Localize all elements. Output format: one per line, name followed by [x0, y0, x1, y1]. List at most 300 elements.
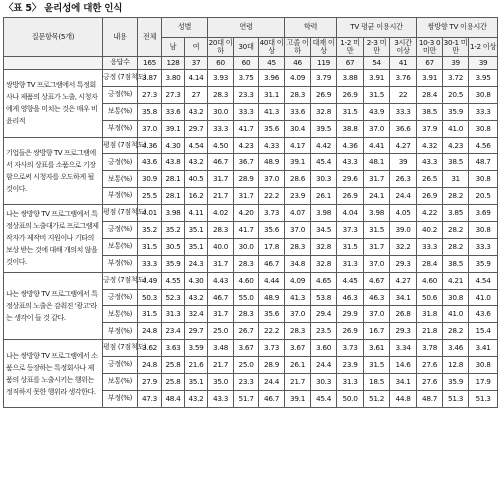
value-cell: 3.73	[259, 340, 285, 357]
value-cell: 31.7	[208, 306, 234, 323]
value-cell: 30.0	[234, 238, 259, 255]
value-cell: 29.7	[185, 323, 208, 340]
respondents-label: 응답수	[103, 57, 138, 70]
value-cell: 40.2	[417, 222, 443, 239]
value-cell: 43.2	[185, 103, 208, 120]
table-title: 〈표 5〉 윤리성에 대한 인식	[4, 3, 123, 14]
respondents-cell: 45	[259, 57, 285, 70]
value-cell: 3.61	[364, 340, 390, 357]
value-cell: 35.2	[138, 222, 162, 239]
value-cell: 34.5	[311, 222, 337, 239]
value-cell: 41.3	[285, 289, 311, 306]
value-cell: 3.48	[208, 340, 234, 357]
value-cell: 48.7	[417, 390, 443, 407]
question-text: 기업들은 쌍방향 TV 프로그램에서 자사의 상표를 소품으로 기장함으로써 시청자를 오도하게 될 것이다.	[4, 137, 103, 205]
value-cell: 20.5	[443, 86, 469, 103]
value-cell: 25.8	[162, 357, 185, 374]
value-cell: 21.7	[208, 357, 234, 374]
value-cell: 26.5	[417, 171, 443, 188]
value-cell: 4.67	[364, 272, 390, 289]
value-cell: 27.6	[417, 357, 443, 374]
value-cell: 48.4	[162, 390, 185, 407]
value-cell: 3.98	[162, 205, 185, 222]
value-cell: 21.7	[285, 374, 311, 391]
value-cell: 4.65	[311, 272, 337, 289]
value-cell: 3.85	[443, 205, 469, 222]
value-cell: 39.5	[311, 120, 337, 137]
value-cell: 33.3	[234, 103, 259, 120]
value-cell: 31.7	[208, 171, 234, 188]
value-cell: 35.6	[259, 306, 285, 323]
value-cell: 4.14	[185, 70, 208, 87]
row-label: 긍정(%)	[103, 154, 138, 171]
value-cell: 45.4	[311, 154, 337, 171]
value-cell: 3.98	[364, 205, 390, 222]
value-cell: 33.3	[208, 120, 234, 137]
respondents-cell: 39	[469, 57, 498, 70]
value-cell: 4.36	[138, 137, 162, 154]
value-cell: 4.30	[162, 137, 185, 154]
value-cell: 22	[390, 86, 417, 103]
value-cell: 15.4	[469, 323, 498, 340]
row-label: 보통(%)	[103, 306, 138, 323]
header-itv-10-30: 10-3 0미만	[417, 37, 443, 57]
value-cell: 28.3	[208, 86, 234, 103]
value-cell: 48.1	[364, 154, 390, 171]
value-cell: 4.01	[138, 205, 162, 222]
value-cell: 3.75	[234, 70, 259, 87]
value-cell: 35.6	[259, 222, 285, 239]
value-cell: 47.3	[138, 390, 162, 407]
value-cell: 25.5	[138, 188, 162, 205]
value-cell: 39	[390, 154, 417, 171]
value-cell: 30.8	[443, 289, 469, 306]
value-cell: 3.67	[234, 340, 259, 357]
question-text: 나는 쌍방향 TV 프로그램에서 특정상표의 노출대가로 프로그램제작자가 제작비 지원이나 기타의 보상 받는 것에 대해 개의치 않을 것이다.	[4, 205, 103, 273]
row-label: 보통(%)	[103, 374, 138, 391]
row-label: 부정(%)	[103, 255, 138, 272]
value-cell: 37.0	[364, 255, 390, 272]
value-cell: 31.5	[364, 86, 390, 103]
value-cell: 46.3	[364, 289, 390, 306]
value-cell: 31.8	[417, 306, 443, 323]
respondents-cell: 46	[285, 57, 311, 70]
value-cell: 4.50	[208, 137, 234, 154]
value-cell: 32.2	[390, 238, 417, 255]
row-label: 긍정(%)	[103, 289, 138, 306]
header-university: 대재 이상	[311, 37, 337, 57]
value-cell: 26.9	[311, 86, 337, 103]
respondents-cell: 119	[311, 57, 337, 70]
value-cell: 31.5	[337, 238, 364, 255]
row-label: 긍정(%)	[103, 357, 138, 374]
value-cell: 39.1	[285, 154, 311, 171]
value-cell: 31.5	[364, 357, 390, 374]
value-cell: 4.11	[185, 205, 208, 222]
value-cell: 32.8	[311, 238, 337, 255]
value-cell: 4.60	[417, 272, 443, 289]
value-cell: 3.60	[311, 340, 337, 357]
respondents-blank	[4, 57, 103, 70]
value-cell: 26.1	[285, 357, 311, 374]
value-cell: 43.6	[469, 306, 498, 323]
value-cell: 14.6	[390, 357, 417, 374]
value-cell: 4.43	[208, 272, 234, 289]
row-label: 보통(%)	[103, 103, 138, 120]
value-cell: 3.34	[390, 340, 417, 357]
value-cell: 22.2	[259, 323, 285, 340]
header-tv-time: TV 평균 이용시간	[337, 18, 417, 38]
value-cell: 41.7	[234, 222, 259, 239]
ethics-perception-table	[3, 17, 498, 408]
value-cell: 4.04	[337, 205, 364, 222]
value-cell: 33.6	[285, 103, 311, 120]
value-cell: 37.0	[364, 306, 390, 323]
table-row	[4, 272, 498, 289]
value-cell: 28.4	[417, 255, 443, 272]
value-cell: 31.3	[337, 374, 364, 391]
value-cell: 4.36	[337, 137, 364, 154]
value-cell: 4.20	[234, 205, 259, 222]
value-cell: 35.6	[259, 120, 285, 137]
value-cell: 46.3	[337, 289, 364, 306]
value-cell: 38.5	[443, 255, 469, 272]
value-cell: 41.0	[469, 289, 498, 306]
row-label: 평점 (7점척도)	[103, 205, 138, 222]
value-cell: 4.41	[364, 137, 390, 154]
value-cell: 35.8	[138, 103, 162, 120]
value-cell: 48.9	[259, 289, 285, 306]
value-cell: 4.23	[234, 137, 259, 154]
value-cell: 28.1	[162, 188, 185, 205]
value-cell: 43.2	[185, 289, 208, 306]
value-cell: 29.4	[311, 306, 337, 323]
value-cell: 29.3	[390, 255, 417, 272]
value-cell: 24.4	[259, 374, 285, 391]
value-cell: 23.9	[285, 188, 311, 205]
value-cell: 3.96	[259, 70, 285, 87]
value-cell: 37.0	[364, 120, 390, 137]
value-cell: 4.02	[208, 205, 234, 222]
header-age-30: 30대	[234, 37, 259, 57]
value-cell: 23.9	[337, 357, 364, 374]
row-label: 긍정(%)	[103, 86, 138, 103]
value-cell: 4.17	[285, 137, 311, 154]
value-cell: 4.54	[185, 137, 208, 154]
value-cell: 35.1	[185, 238, 208, 255]
question-text: 쌍방향 TV 프로그램에서 특정회사나 제품의 상표가 노출, 시청자에게 영향을 미치는 것은 매우 비윤리적	[4, 70, 103, 138]
value-cell: 33.3	[469, 238, 498, 255]
value-cell: 55.0	[234, 289, 259, 306]
value-cell: 27.3	[138, 86, 162, 103]
value-cell: 28.1	[162, 171, 185, 188]
value-cell: 21.7	[208, 188, 234, 205]
value-cell: 28.9	[234, 171, 259, 188]
value-cell: 37.3	[337, 222, 364, 239]
value-cell: 40.0	[208, 238, 234, 255]
row-label: 부정(%)	[103, 390, 138, 407]
row-label: 보통(%)	[103, 238, 138, 255]
value-cell: 30.8	[469, 171, 498, 188]
value-cell: 31.5	[138, 306, 162, 323]
value-cell: 4.27	[390, 272, 417, 289]
value-cell: 37.0	[138, 120, 162, 137]
value-cell: 29.7	[185, 120, 208, 137]
value-cell: 37.0	[285, 306, 311, 323]
value-cell: 3.93	[208, 70, 234, 87]
value-cell: 35.9	[469, 255, 498, 272]
header-age-20: 20대 이하	[208, 37, 233, 55]
row-label: 부정(%)	[103, 323, 138, 340]
value-cell: 3.91	[417, 70, 443, 87]
value-cell: 29.9	[337, 306, 364, 323]
value-cell: 4.42	[311, 137, 337, 154]
value-cell: 46.7	[259, 390, 285, 407]
value-cell: 41.0	[443, 120, 469, 137]
value-cell: 28.3	[234, 306, 259, 323]
value-cell: 46.7	[208, 154, 234, 171]
value-cell: 41.0	[443, 306, 469, 323]
value-cell: 28.3	[285, 238, 311, 255]
value-cell: 3.72	[443, 70, 469, 87]
value-cell: 27	[185, 86, 208, 103]
row-label: 부정(%)	[103, 120, 138, 137]
value-cell: 31.7	[208, 255, 234, 272]
table-row	[4, 340, 498, 357]
value-cell: 25.0	[208, 323, 234, 340]
row-label: 보통(%)	[103, 171, 138, 188]
header-total: 전체	[138, 18, 162, 57]
value-cell: 46.7	[259, 255, 285, 272]
value-cell: 3.79	[311, 70, 337, 87]
value-cell: 43.9	[364, 103, 390, 120]
value-cell: 31.5	[364, 222, 390, 239]
value-cell: 48.9	[259, 154, 285, 171]
value-cell: 26.9	[337, 86, 364, 103]
respondents-cell: 39	[443, 57, 469, 70]
value-cell: 22.2	[259, 188, 285, 205]
value-cell: 18.5	[364, 374, 390, 391]
value-cell: 30.8	[469, 120, 498, 137]
value-cell: 44.8	[390, 390, 417, 407]
value-cell: 33.3	[390, 103, 417, 120]
value-cell: 4.54	[469, 272, 498, 289]
value-cell: 3.80	[162, 70, 185, 87]
value-cell: 37.9	[417, 120, 443, 137]
header-age: 연령	[208, 18, 285, 38]
value-cell: 43.2	[185, 390, 208, 407]
value-cell: 4.22	[417, 205, 443, 222]
value-cell: 4.07	[285, 205, 311, 222]
value-cell: 36.7	[234, 154, 259, 171]
value-cell: 4.49	[138, 272, 162, 289]
value-cell: 31.7	[364, 238, 390, 255]
value-cell: 52.3	[162, 289, 185, 306]
value-cell: 35.1	[185, 222, 208, 239]
value-cell: 43.2	[185, 154, 208, 171]
value-cell: 28.6	[285, 171, 311, 188]
value-cell: 29.3	[390, 323, 417, 340]
value-cell: 33.3	[138, 255, 162, 272]
value-cell: 35.2	[162, 222, 185, 239]
value-cell: 24.4	[311, 357, 337, 374]
value-cell: 4.23	[443, 137, 469, 154]
value-cell: 34.1	[390, 289, 417, 306]
value-cell: 23.4	[162, 323, 185, 340]
value-cell: 4.21	[443, 272, 469, 289]
header-question: 질문항목(5개)	[4, 18, 103, 57]
respondents-cell: 60	[208, 57, 234, 70]
value-cell: 28.3	[208, 222, 234, 239]
header-tv-2-3: 2-3 미만	[364, 37, 390, 57]
value-cell: 31.7	[234, 188, 259, 205]
value-cell: 4.09	[285, 272, 311, 289]
value-cell: 50.6	[417, 289, 443, 306]
value-cell: 28.2	[443, 238, 469, 255]
value-cell: 24.4	[390, 188, 417, 205]
value-cell: 3.67	[285, 340, 311, 357]
value-cell: 48.7	[469, 154, 498, 171]
value-cell: 34.1	[390, 374, 417, 391]
value-cell: 26.9	[337, 188, 364, 205]
value-cell: 4.33	[259, 137, 285, 154]
value-cell: 53.8	[311, 289, 337, 306]
value-cell: 20.5	[469, 188, 498, 205]
value-cell: 32.8	[311, 103, 337, 120]
value-cell: 41.3	[259, 103, 285, 120]
table-row	[4, 137, 498, 154]
value-cell: 21.8	[417, 323, 443, 340]
value-cell: 3.87	[138, 70, 162, 87]
question-text: 나는 쌍방향 TV 프로그램에서 특정상표의 노출은 감춰진 '광고'라는 생각이 들 것 같다.	[4, 272, 103, 340]
value-cell: 23.5	[311, 323, 337, 340]
respondents-cell: 41	[390, 57, 417, 70]
value-cell: 31.3	[337, 255, 364, 272]
value-cell: 25.8	[162, 374, 185, 391]
value-cell: 4.56	[469, 137, 498, 154]
value-cell: 51.7	[234, 390, 259, 407]
value-cell: 3.76	[390, 70, 417, 87]
value-cell: 43.6	[138, 154, 162, 171]
header-age-40: 40대 이상	[259, 37, 284, 55]
header-itv-1-2: 1-2 이상	[469, 37, 498, 57]
value-cell: 30.3	[311, 374, 337, 391]
header-male: 남	[162, 37, 185, 57]
value-cell: 4.55	[162, 272, 185, 289]
value-cell: 31.7	[364, 171, 390, 188]
value-cell: 26.9	[417, 188, 443, 205]
value-cell: 4.05	[390, 205, 417, 222]
value-cell: 17.8	[259, 238, 285, 255]
value-cell: 3.95	[469, 70, 498, 87]
row-label: 평점 (7점척도)	[103, 137, 138, 154]
value-cell: 4.45	[337, 272, 364, 289]
value-cell: 31.1	[259, 86, 285, 103]
header-female: 여	[185, 37, 208, 57]
value-cell: 26.3	[390, 171, 417, 188]
value-cell: 35.0	[208, 374, 234, 391]
value-cell: 4.32	[417, 137, 443, 154]
header-content: 내용	[103, 18, 138, 57]
respondents-cell: 54	[364, 57, 390, 70]
value-cell: 38.5	[417, 103, 443, 120]
value-cell: 37.0	[259, 171, 285, 188]
respondents-cell: 165	[138, 57, 162, 70]
respondents-cell: 67	[337, 57, 364, 70]
value-cell: 26.1	[311, 188, 337, 205]
row-label: 부정(%)	[103, 188, 138, 205]
respondents-cell: 60	[234, 57, 259, 70]
value-cell: 23.3	[234, 374, 259, 391]
value-cell: 30.4	[285, 120, 311, 137]
respondents-cell: 67	[417, 57, 443, 70]
value-cell: 4.60	[234, 272, 259, 289]
value-cell: 21.6	[185, 357, 208, 374]
value-cell: 34.8	[285, 255, 311, 272]
value-cell: 3.62	[138, 340, 162, 357]
value-cell: 26.9	[337, 323, 364, 340]
value-cell: 25.0	[234, 357, 259, 374]
value-cell: 30.9	[138, 171, 162, 188]
value-cell: 33.3	[417, 238, 443, 255]
value-cell: 45.4	[311, 390, 337, 407]
value-cell: 17.9	[469, 374, 498, 391]
header-tv-1-2: 1-2 미만	[337, 37, 364, 57]
value-cell: 28.3	[234, 255, 259, 272]
value-cell: 28.9	[259, 357, 285, 374]
value-cell: 3.91	[364, 70, 390, 87]
value-cell: 28.2	[443, 188, 469, 205]
value-cell: 4.09	[285, 70, 311, 87]
value-cell: 35.9	[162, 255, 185, 272]
value-cell: 43.3	[337, 154, 364, 171]
header-tv-3plus: 3시간 이상	[390, 37, 417, 57]
value-cell: 3.73	[337, 340, 364, 357]
value-cell: 43.3	[417, 154, 443, 171]
value-cell: 30.8	[469, 222, 498, 239]
value-cell: 40.5	[185, 171, 208, 188]
value-cell: 28.4	[417, 86, 443, 103]
value-cell: 35.9	[443, 103, 469, 120]
value-cell: 43.8	[162, 154, 185, 171]
value-cell: 28.2	[443, 323, 469, 340]
value-cell: 24.3	[185, 255, 208, 272]
value-cell: 37.0	[285, 222, 311, 239]
value-cell: 3.69	[469, 205, 498, 222]
table-row	[4, 70, 498, 87]
value-cell: 50.3	[138, 289, 162, 306]
value-cell: 31	[443, 171, 469, 188]
row-label: 긍정 (7점척도)	[103, 272, 138, 289]
value-cell: 3.59	[185, 340, 208, 357]
value-cell: 27.6	[417, 374, 443, 391]
value-cell: 32.8	[311, 255, 337, 272]
value-cell: 3.41	[469, 340, 498, 357]
value-cell: 3.98	[311, 205, 337, 222]
value-cell: 24.1	[364, 188, 390, 205]
value-cell: 12.8	[443, 357, 469, 374]
value-cell: 28.2	[443, 222, 469, 239]
value-cell: 38.5	[443, 154, 469, 171]
header-gender: 성별	[162, 18, 208, 38]
value-cell: 31.3	[162, 306, 185, 323]
header-itv-30-1: 30-1 미만	[443, 37, 468, 55]
header-interactive-tv-time: 쌍방향 TV 이용시간	[417, 18, 498, 38]
value-cell: 16.7	[364, 323, 390, 340]
value-cell: 16.2	[185, 188, 208, 205]
value-cell: 3.63	[162, 340, 185, 357]
respondents-cell: 128	[162, 57, 185, 70]
